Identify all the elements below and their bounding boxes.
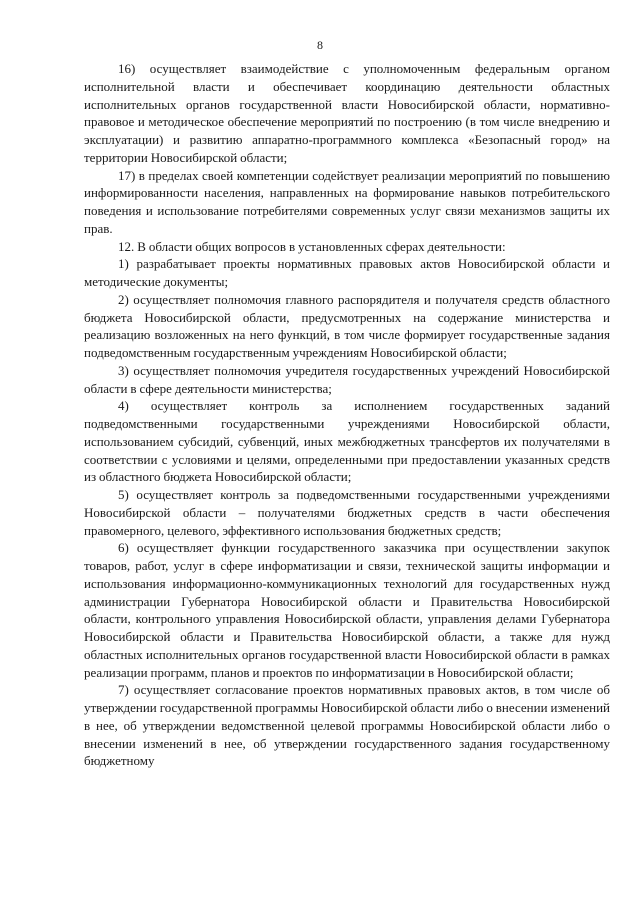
paragraph-12-7: 7) осуществляет согласование проектов нормативных правовых актов, в том числе об утверждении государственной программы Новосибирской области либо о внесении изменений в нее, об утверждении ведомственной целевой программы Новосибирской области либо о внесении изменений в нее, об утверждении государственного задания государственному бюджетному bbox=[84, 682, 610, 769]
section-12-heading: 12. В области общих вопросов в установленных сферах деятельности: bbox=[118, 238, 506, 254]
paragraph-12-4: 4) осуществляет контроль за исполнением государственных заданий подведомственными государственными учреждениями Новосибирской области, использованием субсидий, субвенций, иных межбюджетных трансфертов их получателями в соответствии с условиями и целями, определенными при предоставлении указанных средств из областного бюджета Новосибирской области; bbox=[84, 398, 610, 485]
paragraph-12-5: 5) осуществляет контроль за подведомственными государственными учреждениями Новосибирской области – получателями бюджетных средств в части обеспечения правомерного, целевого, эффективного использования бюджетных средств; bbox=[84, 487, 610, 538]
paragraph-17: 17) в пределах своей компетенции содействует реализации мероприятий по повышению информированности населения, направленных на формирование навыков потребительского поведения и использование потребителями современных услуг связи механизмов защиты их прав. bbox=[84, 167, 610, 236]
paragraph-12-1: 1) разрабатывает проекты нормативных правовых актов Новосибирской области и методические документы; bbox=[84, 256, 610, 289]
document-body bbox=[84, 60, 610, 770]
paragraph-12-2: 2) осуществляет полномочия главного распорядителя и получателя средств областного бюджета Новосибирской области, предусмотренных на содержание министерства и реализацию возложенных на него функций, в том числе формирует государственные задания подведомственным государственным учреждениям Новосибирской области; bbox=[84, 291, 610, 360]
paragraph-12-3: 3) осуществляет полномочия учредителя государственных учреждений Новосибирской области в сфере деятельности министерства; bbox=[84, 362, 610, 396]
paragraph-12-6: 6) осуществляет функции государственного заказчика при осуществлении закупок товаров, работ, услуг в сфере информатизации и связи, технической защиты информации и использования информационно-коммуникационных технологий для государственных нужд администрации Губернатора Новосибирской области и Правительства Новосибирской области, контрольного управления Новосибирской области, управления делами Губернатора Новосибирской области и Правительства Новосибирской области, а также для нужд областных исполнительных органов государственной власти Новосибирской области в рамках реализации программ, планов и проектов по информатизации в Новосибирской области; bbox=[84, 540, 610, 680]
page-number: 8 bbox=[317, 38, 323, 52]
paragraph-16: 16) осуществляет взаимодействие с уполномоченным федеральным органом исполнительной власти и обеспечивает координацию деятельности областных исполнительных органов государственной власти Новосибирской области, нормативно-правовое и методическое обеспечение мероприятий по построению (в том числе внедрению и эксплуатации) и развитию аппаратно-программного комплекса «Безопасный город» на территории Новосибирской области; bbox=[84, 61, 610, 165]
